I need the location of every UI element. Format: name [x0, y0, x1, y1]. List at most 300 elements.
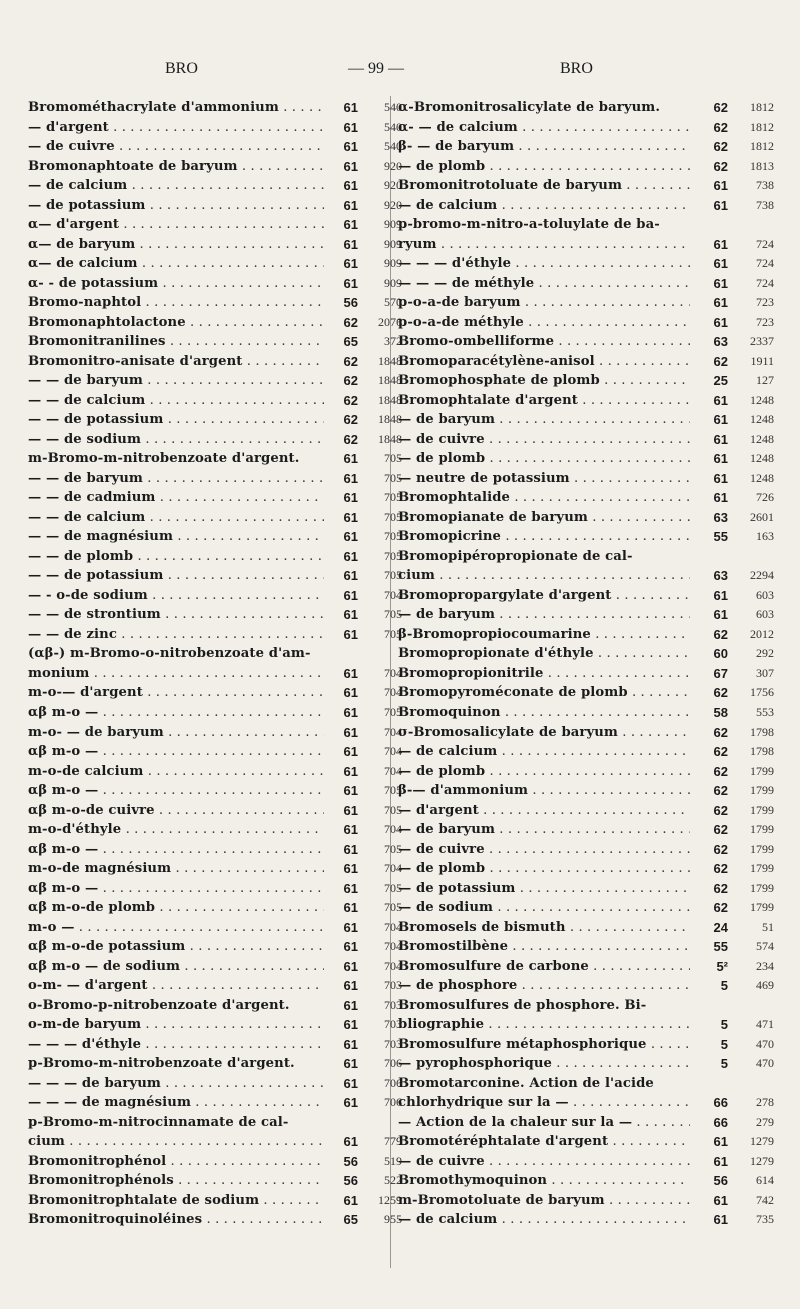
index-entry	[28, 1035, 402, 1055]
index-entry	[398, 723, 774, 743]
entry-page: 705	[384, 704, 402, 719]
index-entry	[398, 1093, 774, 1113]
entry-page: 703	[384, 1017, 402, 1032]
entry-name: — Action de la chaleur sur la — . . .	[398, 1113, 690, 1133]
entry-page: 742	[756, 1192, 774, 1207]
entry-name: Bromonitrophénols . . .	[28, 1171, 324, 1191]
entry-name: Bromosels de bismuth . . .	[398, 918, 690, 938]
entry-name: m-o- — de baryum . . .	[28, 723, 324, 743]
index-entry	[398, 957, 774, 977]
index-entry	[398, 605, 774, 625]
entry-name: αβ m-o-de cuivre . . .	[28, 801, 324, 821]
entry-volume: 62	[713, 880, 728, 896]
entry-name: — — de strontium . . .	[28, 605, 324, 625]
entry-page: 920	[384, 178, 402, 193]
index-entry	[28, 449, 402, 469]
index-entry	[398, 1132, 774, 1152]
entry-volume: 61	[343, 997, 358, 1013]
index-entry	[28, 820, 402, 840]
index-entry	[398, 196, 774, 216]
entry-volume: 61	[343, 704, 358, 720]
entry-page: 1259	[378, 1192, 402, 1207]
index-entry	[28, 196, 402, 216]
entry-name: m-o-d'éthyle . . .	[28, 820, 324, 840]
entry-volume: 56	[343, 1153, 358, 1169]
entry-name: Bromonitro-anisate d'argent . . .	[28, 352, 324, 372]
index-entry	[28, 508, 402, 528]
entry-page: 1279	[750, 1134, 774, 1149]
entry-page: 574	[756, 939, 774, 954]
index-entry	[28, 586, 402, 606]
entry-volume: 60	[713, 646, 728, 662]
entry-name: αβ m-o-de plomb . . .	[28, 898, 324, 918]
entry-page: 1799	[750, 841, 774, 856]
entry-page: 1799	[750, 783, 774, 798]
index-entry	[398, 840, 774, 860]
entry-volume: 62	[713, 900, 728, 916]
index-entry	[398, 742, 774, 762]
entry-volume: 66	[713, 1114, 728, 1130]
entry-name: αβ m-o — . . .	[28, 781, 324, 801]
entry-page: 909	[384, 275, 402, 290]
entry-page: 704	[384, 587, 402, 602]
index-entry	[28, 215, 402, 235]
index-entry	[28, 976, 402, 996]
entry-name: Bromonaphtolactone . . .	[28, 313, 324, 333]
entry-name: Bromo-naphtol . . .	[28, 293, 324, 313]
entry-volume: 58	[713, 704, 728, 720]
index-entry	[28, 98, 402, 118]
entry-name: o-m-de baryum . . .	[28, 1015, 324, 1035]
entry-page: 704	[384, 958, 402, 973]
entry-name: m-Bromotoluate de baryum . . .	[398, 1191, 690, 1211]
entry-volume: 62	[713, 802, 728, 818]
index-entry	[398, 781, 774, 801]
entry-volume: 62	[713, 353, 728, 369]
entry-volume: 62	[343, 353, 358, 369]
entry-name: ryum . . .	[398, 235, 690, 255]
entry-name: Bromophtalide . . .	[398, 488, 690, 508]
entry-page: 570	[384, 295, 402, 310]
entry-name: Bromonitrophtalate de sodium . . .	[28, 1191, 324, 1211]
entry-volume: 61	[343, 1036, 358, 1052]
entry-name: Bromo-ombelliforme . . .	[398, 332, 690, 352]
entry-name: — de plomb . . .	[398, 157, 690, 177]
entry-volume: 61	[343, 568, 358, 584]
entry-name: p-o-a-de méthyle . . .	[398, 313, 690, 333]
entry-volume: 61	[343, 626, 358, 642]
entry-page: 540	[384, 100, 402, 114]
entry-volume: 61	[713, 314, 728, 330]
entry-name: — — de zinc . . .	[28, 625, 324, 645]
entry-name: — — — d'éthyle . . .	[28, 1035, 324, 1055]
entry-name: — d'argent . . .	[398, 801, 690, 821]
entry-name: Bromotarconine. Action de l'acide	[398, 1075, 654, 1091]
entry-volume: 61	[713, 295, 728, 311]
entry-volume: 61	[343, 939, 358, 955]
index-entry	[398, 762, 774, 782]
entry-page: 705	[384, 880, 402, 895]
entry-page: 1813	[750, 158, 774, 173]
entry-name: — de plomb . . .	[398, 449, 690, 469]
entry-name: σ-Bromosalicylate de baryum . . .	[398, 723, 690, 743]
entry-page: 704	[384, 822, 402, 837]
entry-page: 470	[756, 1036, 774, 1051]
index-entry	[28, 430, 402, 450]
entry-volume: 61	[343, 861, 358, 877]
index-entry	[398, 703, 774, 723]
entry-volume: 61	[343, 783, 358, 799]
entry-volume: 5	[720, 1036, 728, 1052]
entry-volume: 65	[343, 1212, 358, 1228]
entry-volume: 61	[343, 158, 358, 174]
entry-volume: 61	[343, 841, 358, 857]
entry-name: Bromophosphate de plomb . . .	[398, 371, 690, 391]
entry-volume: 61	[343, 822, 358, 838]
entry-page: 703	[384, 978, 402, 993]
entry-page: 704	[384, 763, 402, 778]
entry-volume: 5	[720, 978, 728, 994]
entry-page: 1798	[750, 744, 774, 759]
index-entry	[398, 801, 774, 821]
entry-page: 1799	[750, 861, 774, 876]
index-entry	[28, 742, 402, 762]
entry-volume: 62	[713, 822, 728, 838]
entry-volume: 61	[713, 275, 728, 291]
entry-volume: 61	[713, 178, 728, 194]
index-entry	[28, 879, 402, 899]
index-entry	[28, 1054, 402, 1074]
entry-page: 704	[384, 665, 402, 680]
entry-name: αβ m-o — . . .	[28, 703, 324, 723]
entry-name: cium . . .	[28, 1132, 324, 1152]
entry-volume: 62	[343, 314, 358, 330]
entry-volume: 61	[343, 685, 358, 701]
index-entry	[398, 293, 774, 313]
entry-name: — de baryum . . .	[398, 605, 690, 625]
index-entry	[28, 410, 402, 430]
index-entry	[398, 1074, 774, 1094]
index-entry	[28, 352, 402, 372]
index-entry	[28, 664, 402, 684]
index-entry	[28, 488, 402, 508]
entry-volume: 61	[713, 1192, 728, 1208]
entry-volume: 65	[343, 334, 358, 350]
index-entry	[398, 547, 774, 567]
index-entry	[398, 449, 774, 469]
entry-volume: 62	[713, 763, 728, 779]
index-entry	[28, 391, 402, 411]
entry-volume: 62	[713, 158, 728, 174]
index-entry	[28, 957, 402, 977]
entry-page: 704	[384, 724, 402, 739]
entry-name: — de potassium . . .	[28, 196, 324, 216]
index-entry	[28, 1015, 402, 1035]
entry-name: Bromonitroquinoléines . . .	[28, 1210, 324, 1230]
entry-volume: 61	[713, 587, 728, 603]
entry-name: Bromopyroméconate de plomb . . .	[398, 683, 690, 703]
entry-name: m-o — . . .	[28, 918, 324, 938]
index-entry	[28, 293, 402, 313]
entry-name: α- — de calcium . . .	[398, 118, 690, 138]
entry-volume: 61	[343, 744, 358, 760]
entry-volume: 62	[713, 119, 728, 135]
entry-volume: 61	[343, 919, 358, 935]
entry-name: α— de baryum . . .	[28, 235, 324, 255]
index-entry	[28, 723, 402, 743]
entry-volume: 61	[343, 451, 358, 467]
entry-name: p-Bromo-m-nitrocinnamate de cal-	[28, 1114, 289, 1130]
entry-page: 1799	[750, 900, 774, 915]
index-entry	[398, 469, 774, 489]
entry-volume: 66	[713, 1095, 728, 1111]
index-entry	[28, 859, 402, 879]
entry-name: β- — de baryum . . .	[398, 137, 690, 157]
entry-volume: 61	[713, 431, 728, 447]
entry-volume: 61	[713, 392, 728, 408]
entry-volume: 62	[713, 783, 728, 799]
entry-name: m-Bromo-m-nitrobenzoate d'argent.	[28, 451, 300, 467]
entry-volume: 24	[713, 919, 728, 935]
index-entry	[398, 527, 774, 547]
entry-volume: 61	[343, 763, 358, 779]
entry-page: 2076	[378, 314, 402, 329]
entry-name: β-— d'ammonium . . .	[398, 781, 690, 801]
entry-page: 292	[756, 646, 774, 661]
entry-volume: 61	[343, 1192, 358, 1208]
entry-name: p-bromo-m-nitro-a-toluylate de ba-	[398, 217, 660, 233]
entry-name: — de sodium . . .	[398, 898, 690, 918]
index-entry	[28, 840, 402, 860]
entry-volume: 56	[713, 1173, 728, 1189]
entry-page: 705	[384, 626, 402, 641]
index-entry	[398, 371, 774, 391]
entry-name: — de calcium . . .	[398, 742, 690, 762]
entry-volume: 61	[343, 978, 358, 994]
entry-volume: 56	[343, 295, 358, 311]
index-entry	[28, 937, 402, 957]
entry-name: Bromonaphtoate de baryum . . .	[28, 157, 324, 177]
entry-page: 163	[756, 529, 774, 544]
entry-name: α- - de potassium . . .	[28, 274, 324, 294]
entry-name: — — de calcium . . .	[28, 391, 324, 411]
entry-name: αβ m-o-de potassium . . .	[28, 937, 324, 957]
index-entry	[28, 274, 402, 294]
entry-page: 540	[384, 139, 402, 154]
index-entry	[398, 176, 774, 196]
entry-page: 278	[756, 1095, 774, 1110]
entry-volume: 61	[343, 509, 358, 525]
index-entry	[398, 1152, 774, 1172]
entry-name: p-Bromo-m-nitrobenzoate d'argent.	[28, 1056, 295, 1072]
entry-page: 705	[384, 900, 402, 915]
index-entry	[398, 332, 774, 352]
entry-name: m-o-de calcium . . .	[28, 762, 324, 782]
index-entry	[398, 1054, 774, 1074]
entry-volume: 62	[713, 861, 728, 877]
entry-name: — — de potassium . . .	[28, 566, 324, 586]
entry-name: α-Bromonitrosalicylate de baryum.	[398, 100, 661, 115]
entry-name: bliographie . . .	[398, 1015, 690, 1035]
entry-name: — — de magnésium . . .	[28, 527, 324, 547]
index-entry	[398, 1171, 774, 1191]
entry-volume: 61	[343, 256, 358, 272]
entry-name: β-Bromopropiocoumarine . . .	[398, 625, 690, 645]
entry-volume: 61	[713, 470, 728, 486]
entry-name: Bromoparacétylène-anisol . . .	[398, 352, 690, 372]
index-entry	[398, 820, 774, 840]
index-entry	[28, 781, 402, 801]
entry-page: 614	[756, 1173, 774, 1188]
index-entry	[398, 918, 774, 938]
index-entry	[398, 313, 774, 333]
index-entry	[398, 1015, 774, 1035]
entry-name: Bromonitranilines . . .	[28, 332, 324, 352]
index-entry	[398, 586, 774, 606]
entry-page: 1248	[750, 431, 774, 446]
entry-volume: 62	[713, 626, 728, 642]
page-header	[0, 60, 800, 84]
index-entry	[28, 137, 402, 157]
entry-page: 705	[384, 607, 402, 622]
entry-page: 1848	[378, 392, 402, 407]
entry-page: 1812	[750, 139, 774, 154]
entry-name: Bromométhacrylate d'ammonium . . .	[28, 98, 324, 118]
header-left: BRO	[165, 60, 198, 77]
index-entry	[28, 1132, 402, 1152]
entry-page: 706	[384, 1095, 402, 1110]
entry-volume: 63	[713, 568, 728, 584]
entry-name: Bromonitrotoluate de baryum . . .	[398, 176, 690, 196]
entry-page: 920	[384, 197, 402, 212]
entry-volume: 62	[343, 392, 358, 408]
index-entry	[398, 430, 774, 450]
entry-page: 705	[384, 841, 402, 856]
index-entry	[28, 157, 402, 177]
index-entry	[28, 313, 402, 333]
entry-name: — d'argent . . .	[28, 118, 324, 138]
entry-volume: 55	[713, 939, 728, 955]
entry-name: — de calcium . . .	[398, 196, 690, 216]
entry-page: 1812	[750, 100, 774, 114]
entry-page: 372	[384, 334, 402, 349]
entry-page: 705	[384, 529, 402, 544]
entry-name: — — de plomb . . .	[28, 547, 324, 567]
index-entry	[28, 1191, 402, 1211]
entry-name: — de baryum . . .	[398, 820, 690, 840]
index-entry	[28, 118, 402, 138]
index-entry	[398, 118, 774, 138]
entry-name: Bromopianate de baryum . . .	[398, 508, 690, 528]
entry-page: 540	[384, 119, 402, 134]
entry-page: 909	[384, 256, 402, 271]
index-entry	[398, 1210, 774, 1230]
index-entry	[398, 625, 774, 645]
entry-volume: 62	[343, 373, 358, 389]
entry-page: 704	[384, 685, 402, 700]
index-entry	[28, 1210, 402, 1230]
index-entry	[28, 176, 402, 196]
entry-volume: 62	[343, 431, 358, 447]
entry-page: 724	[756, 236, 774, 251]
index-entry	[398, 683, 774, 703]
index-entry	[28, 547, 402, 567]
entry-name: — — de baryum . . .	[28, 371, 324, 391]
entry-page: 705	[384, 451, 402, 466]
entry-name: p-o-a-de baryum . . .	[398, 293, 690, 313]
entry-page: 1911	[750, 353, 774, 368]
entry-page: 519	[384, 1153, 402, 1168]
entry-name: — — — d'éthyle . . .	[398, 254, 690, 274]
entry-name: Bromosulfure métaphosphorique . . .	[398, 1035, 690, 1055]
entry-volume: 61	[343, 1056, 358, 1072]
entry-page: 704	[384, 744, 402, 759]
entry-volume: 61	[343, 119, 358, 135]
entry-volume: 61	[343, 100, 358, 115]
entry-name: — de baryum . . .	[398, 410, 690, 430]
entry-volume: 61	[713, 1134, 728, 1150]
index-entry	[28, 762, 402, 782]
index-entry	[28, 1171, 402, 1191]
entry-page: 726	[756, 490, 774, 505]
index-entry	[398, 508, 774, 528]
index-entry	[398, 137, 774, 157]
index-entry	[398, 274, 774, 294]
index-entry	[28, 625, 402, 645]
entry-name: — de cuivre . . .	[28, 137, 324, 157]
index-entry	[28, 1113, 402, 1133]
index-entry	[398, 996, 774, 1016]
entry-volume: 61	[343, 900, 358, 916]
entry-volume: 61	[713, 1153, 728, 1169]
index-entry	[28, 918, 402, 938]
entry-name: Bromosulfures de phosphore. Bi-	[398, 997, 647, 1013]
index-entry	[398, 235, 774, 255]
entry-name: αβ m-o — . . .	[28, 879, 324, 899]
entry-page: 470	[756, 1056, 774, 1071]
entry-name: Bromothymoquinon . . .	[398, 1171, 690, 1191]
entry-volume: 63	[713, 334, 728, 350]
entry-page: 705	[384, 548, 402, 563]
index-entry	[28, 801, 402, 821]
entry-page: 704	[384, 861, 402, 876]
entry-volume: 62	[713, 744, 728, 760]
entry-volume: 61	[713, 1212, 728, 1228]
entry-name: Bromonitrophénol . . .	[28, 1152, 324, 1172]
index-entry	[398, 254, 774, 274]
entry-page: 234	[756, 958, 774, 973]
entry-page: 724	[756, 256, 774, 271]
index-entry	[398, 664, 774, 684]
index-entry	[398, 898, 774, 918]
entry-name: — de cuivre . . .	[398, 430, 690, 450]
entry-name: o-m- — d'argent . . .	[28, 976, 324, 996]
entry-name: Bromosulfure de carbone . . .	[398, 957, 690, 977]
entry-name: Bromopipéropropionate de cal-	[398, 548, 633, 564]
index-entry	[398, 1191, 774, 1211]
entry-page: 522	[384, 1173, 402, 1188]
index-entry	[398, 1035, 774, 1055]
entry-volume: 61	[343, 490, 358, 506]
entry-page: 704	[384, 919, 402, 934]
index-entry	[398, 644, 774, 664]
entry-page: 1799	[750, 802, 774, 817]
entry-page: 920	[384, 158, 402, 173]
entry-name: — neutre de potassium . . .	[398, 469, 690, 489]
entry-volume: 62	[713, 724, 728, 740]
entry-page: 955	[384, 1212, 402, 1227]
index-entry	[28, 644, 402, 664]
